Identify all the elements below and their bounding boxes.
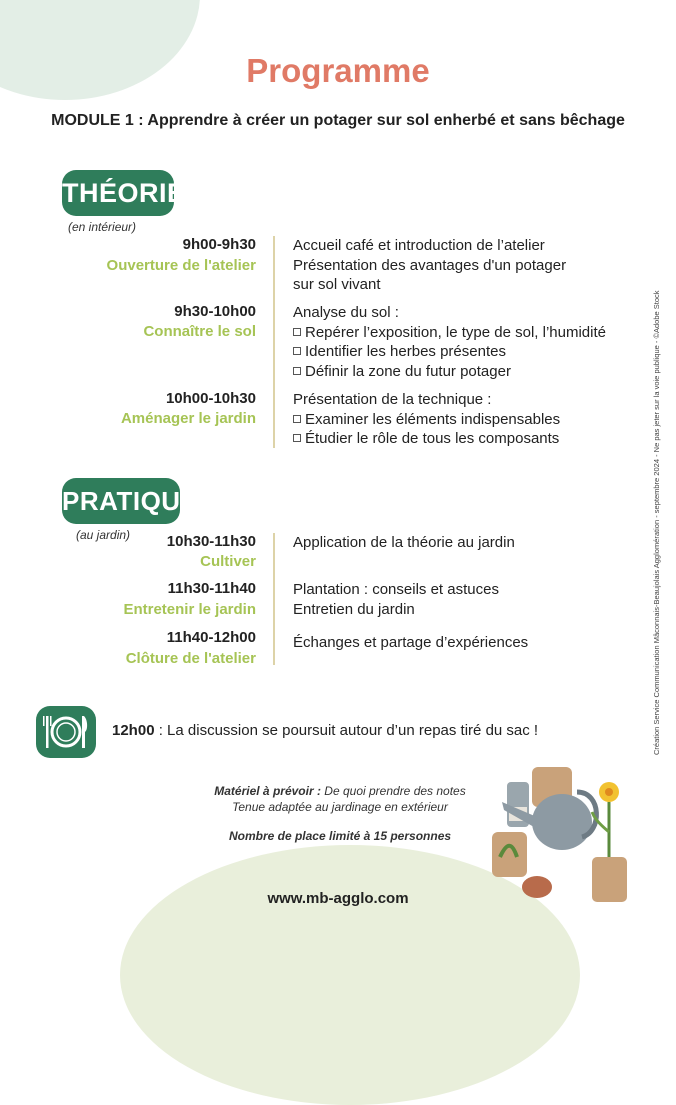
schedule-label: Connaître le sol xyxy=(143,323,256,340)
description-line: Entretien du jardin xyxy=(293,600,415,618)
schedule-description xyxy=(293,303,606,381)
theorie-badge: THÉORIE xyxy=(62,170,174,216)
schedule-description xyxy=(293,633,528,653)
plate-cutlery-icon xyxy=(36,706,96,758)
square-bullet-icon xyxy=(293,415,301,423)
pratique-divider xyxy=(273,533,275,665)
schedule-time: 9h30-10h00 xyxy=(174,303,256,320)
bullet-item xyxy=(293,410,560,430)
pratique-context: (au jardin) xyxy=(76,528,131,542)
schedule-time: 11h40-12h00 xyxy=(166,629,256,646)
bullet-item xyxy=(293,429,560,449)
bullet-item xyxy=(293,362,606,382)
schedule-description xyxy=(293,533,515,553)
bullet-text: Repérer l’exposition, le type de sol, l’humidité xyxy=(305,323,606,341)
schedule-time: 11h30-11h40 xyxy=(167,580,256,597)
material-label: Matériel à prévoir : xyxy=(214,784,321,798)
schedule-time: 10h00-10h30 xyxy=(165,390,256,407)
square-bullet-icon xyxy=(293,367,301,375)
schedule-description xyxy=(293,580,499,619)
bullet-text: Étudier le rôle de tous les composants xyxy=(305,430,560,447)
schedule-time: 10h30-11h30 xyxy=(166,533,256,550)
schedule-label: Clôture de l'atelier xyxy=(125,650,256,667)
meal-description: : La discussion se poursuit autour d’un repas tiré du sac ! xyxy=(154,722,539,739)
description-line: Accueil café et introduction de l’atelier xyxy=(293,237,545,254)
module-title: MODULE 1 : Apprendre à créer un potager sur sol enherbé et sans bêchage xyxy=(51,112,625,129)
website-link[interactable]: www.mb-agglo.com xyxy=(267,890,409,907)
pratique-badge: PRATIQUE xyxy=(62,478,180,524)
meal-time: 12h00 xyxy=(112,722,155,739)
square-bullet-icon xyxy=(293,328,301,336)
schedule-label: Aménager le jardin xyxy=(120,410,256,427)
theorie-context: (en intérieur) xyxy=(68,220,137,234)
material-text: De quoi prendre des notes xyxy=(320,784,466,798)
schedule-time: 9h00-9h30 xyxy=(182,236,256,253)
description-line: Présentation des avantages d'un potager xyxy=(293,256,567,274)
bullet-item xyxy=(293,342,606,362)
theorie-divider xyxy=(273,236,275,448)
bullet-item xyxy=(293,323,606,343)
square-bullet-icon xyxy=(293,434,301,442)
bullet-text: Examiner les éléments indispensables xyxy=(305,410,561,428)
material-info xyxy=(150,783,530,799)
credit-text: Création Service Communication Mâconnais-Beaujolais Agglomération - septembre 2024 - Ne pas jeter sur la voie publique - ©Adobe Stock xyxy=(652,290,661,755)
schedule-label: Cultiver xyxy=(200,553,256,570)
description-line: sur sol vivant xyxy=(293,276,381,293)
meal-text xyxy=(112,722,538,739)
description-intro: Analyse du sol : xyxy=(293,304,399,321)
outfit-info: Tenue adaptée au jardinage en extérieur xyxy=(232,800,448,814)
description-line: Application de la théorie au jardin xyxy=(293,534,515,551)
square-bullet-icon xyxy=(293,347,301,355)
schedule-description xyxy=(293,236,566,295)
schedule-label: Ouverture de l'atelier xyxy=(106,257,256,274)
bullet-text: Identifier les herbes présentes xyxy=(305,343,506,360)
description-intro: Présentation de la technique : xyxy=(293,391,492,408)
description-line: Échanges et partage d’expériences xyxy=(293,634,529,651)
schedule-description xyxy=(293,390,560,449)
description-line: Plantation : conseils et astuces xyxy=(293,581,499,598)
capacity-info: Nombre de place limité à 15 personnes xyxy=(228,829,452,843)
schedule-label: Entretenir le jardin xyxy=(123,601,256,618)
bullet-text: Définir la zone du futur potager xyxy=(305,362,511,380)
page-title: Programme xyxy=(246,52,430,89)
